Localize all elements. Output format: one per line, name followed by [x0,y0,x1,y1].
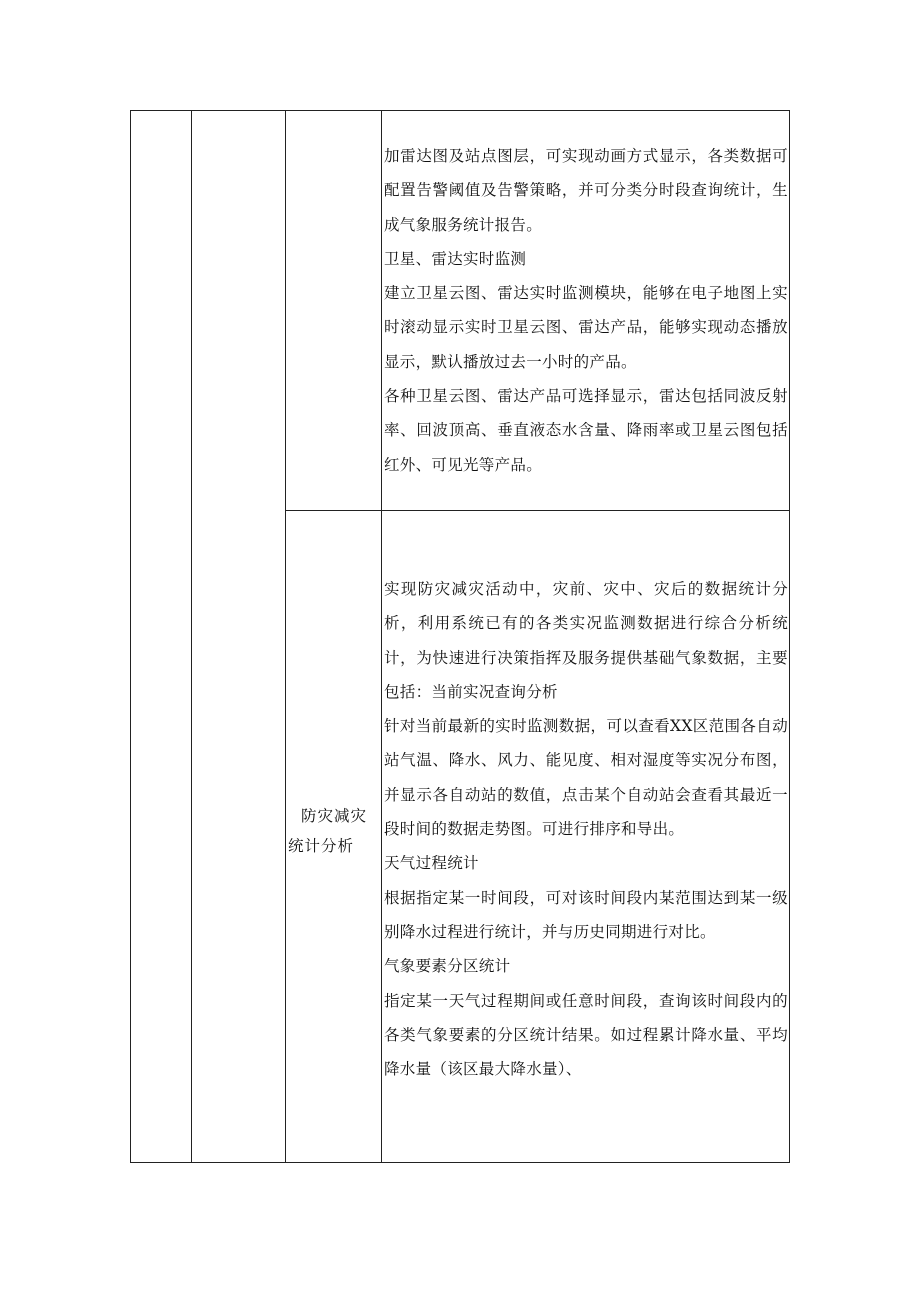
row1-paragraph-1: 加雷达图及站点图层，可实现动画方式显示，各类数据可配置告警阈值及告警策略，并可分类分时段查询统计，生成气象服务统计报告。 [384,147,788,234]
table-column-divider-3 [381,110,382,1163]
row2-content-cell [384,572,788,1086]
row2-paragraph-1: 实现防灾减灾活动中，灾前、灾中、灾后的数据统计分析，利用系统已有的各类实况监测数据进行综合分析统计，为快速进行决策指挥及服务提供基础气象数据，主要包括：当前实况查询分析 [384,580,788,701]
table-column-divider-1 [191,110,192,1163]
row2-paragraph-3: 根据指定某一时间段，可对该时间段内某范围达到某一级别降水过程进行统计，并与历史同期进行对比。 [384,888,788,941]
row2-label-line2: 统计分析 [288,837,355,855]
row1-content-cell [384,139,788,482]
row2-paragraph-4: 指定某一天气过程期间或任意时间段，查询该时间段内的各类气象要素的分区统计结果。如过程累计降水量、平均降水量（该区最大降水量）、 [384,991,788,1079]
row2-heading-weather-process: 天气过程统计 [384,854,479,873]
row2-label-cell [286,801,380,861]
row2-paragraph-2: 针对当前最新的实时监测数据，可以查看XX区范围各自动站气温、降水、风力、能见度、相对湿度等实况分布图，并显示各自动站的数值，点击某个自动站会查看其最近一段时间的数据走势图。可进行排序和导出。 [384,717,788,839]
row1-heading-satellite-radar: 卫星、雷达实时监测 [384,249,527,268]
table-row-divider [285,510,790,511]
row1-paragraph-2: 建立卫星云图、雷达实时监测模块，能够在电子地图上实时滚动显示实时卫星云图、雷达产品，能够实现动态播放显示，默认播放过去一小时的产品。 [384,284,788,371]
table-column-divider-2 [285,110,286,1163]
row2-heading-element-zone: 气象要素分区统计 [384,957,511,976]
row2-label-line1: 防灾减灾 [301,807,368,825]
row1-paragraph-3: 各种卫星云图、雷达产品可选择显示，雷达包括同波反射率、回波顶高、垂直液态水含量、降雨率或卫星云图包括红外、可见光等产品。 [384,387,788,474]
